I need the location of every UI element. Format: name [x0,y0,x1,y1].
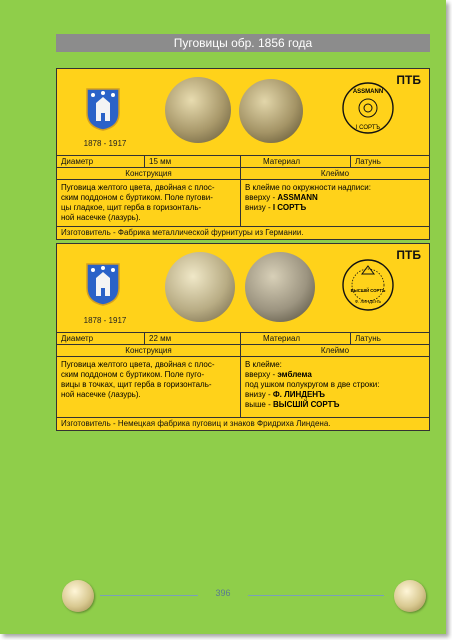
button-back-photo [245,252,315,322]
mark-line-text: внизу - [245,203,273,212]
construction-line: вицы в точках, щит герба в горизонталь- [61,380,212,389]
mark-line-bold: Ф. ЛИНДЕНЪ [272,390,326,399]
material-value: Латунь [355,157,381,166]
diameter-value: 22 мм [145,333,241,344]
headers-row [57,344,429,356]
mark-header: Клеймо [320,346,350,355]
mark-text [241,357,429,417]
mark-line [245,380,425,390]
button-back-photo [239,79,303,143]
button-card-1 [56,68,430,240]
mark-line [245,203,425,213]
mark-line-text: под ушком полукругом в две строки: [245,380,380,389]
construction-header: Конструкция [57,345,241,356]
mark-line-bold: эмблема [277,370,312,379]
material-value: Латунь [355,334,381,343]
mark-line-text: выше - [245,400,273,409]
mark-line-text: внизу - [245,390,273,399]
footer-divider-left [100,595,198,596]
page-title: Пуговицы обр. 1856 года [56,34,430,52]
button-card-2 [56,243,430,431]
diameter-label: Диаметр [57,156,145,167]
description-row [57,356,429,417]
material-label: Материал [241,333,351,344]
mark-text [241,180,429,226]
mark-line [245,400,425,410]
construction-line: ной насечке (лазурь). [61,213,141,222]
mark-line [245,390,425,400]
maker-stamp-icon [341,81,395,135]
mark-line [245,193,425,203]
mark-line-bold: I СОРТЪ [272,203,307,212]
monogram-medal-icon [394,580,426,612]
mark-line-text: В клейме: [245,360,282,369]
mark-line-text: вверху - [245,193,278,202]
maker-text: Изготовитель - Фабрика металлической фурнитуры из Германии. [61,228,304,237]
mark-line [245,370,425,380]
maker-text: Изготовитель - Немецкая фабрика пуговиц и знаков Фридриха Линдена. [61,419,331,428]
maker-row [57,226,429,238]
badge-label: ПТБ [396,248,421,262]
construction-line: цы гладкое, щит герба в горизонталь- [61,203,202,212]
construction-header: Конструкция [57,168,241,179]
years-label: 1878 - 1917 [83,316,127,325]
mark-line [245,360,425,370]
description-row [57,179,429,226]
headers-row [57,167,429,179]
construction-line: Пуговица желтого цвета, двойная с плос- [61,183,215,192]
card-image-row [57,244,429,332]
mark-line-text: В клейме по окружности надписи: [245,183,371,192]
coat-of-arms-icon [85,262,121,306]
coat-of-arms-icon [85,87,121,131]
construction-line: ским поддоном с буртиком. Поле пугови- [61,193,213,202]
footer-divider-right [248,595,384,596]
construction-line: Пуговица желтого цвета, двойная с плос- [61,360,215,369]
maker-row [57,417,429,429]
specs-row [57,332,429,344]
page-number: 396 [215,588,231,598]
stamp-text-bottom: Ф. ЛИНДЕНЪ [354,299,382,304]
mark-line-bold: ВЫСШIЙ СОРТЪ [272,400,340,409]
button-front-photo [165,252,235,322]
maker-stamp-icon [341,258,395,312]
stamp-text-bottom: I СОРТЪ [355,125,381,131]
years-label: 1878 - 1917 [83,139,127,148]
eagle-medal-icon [62,580,94,612]
stamp-text-top: ВЫСШIЙ СОРТЪ [350,288,386,293]
mark-header: Клеймо [320,169,350,178]
stamp-text-top: ASSMANN [352,89,384,95]
diameter-value: 15 мм [145,156,241,167]
material-label: Материал [241,156,351,167]
card-image-row [57,69,429,155]
specs-row [57,155,429,167]
badge-label: ПТБ [396,73,421,87]
construction-line: ским поддоном с буртиком. Поле пуго- [61,370,205,379]
mark-line [245,183,425,193]
diameter-label: Диаметр [57,333,145,344]
construction-text [57,357,241,417]
construction-text [57,180,241,226]
button-front-photo [165,77,231,143]
mark-line-text: вверху - [245,370,278,379]
mark-line-bold: ASSMANN [277,193,318,202]
construction-line: ной насечке (лазурь). [61,390,141,399]
